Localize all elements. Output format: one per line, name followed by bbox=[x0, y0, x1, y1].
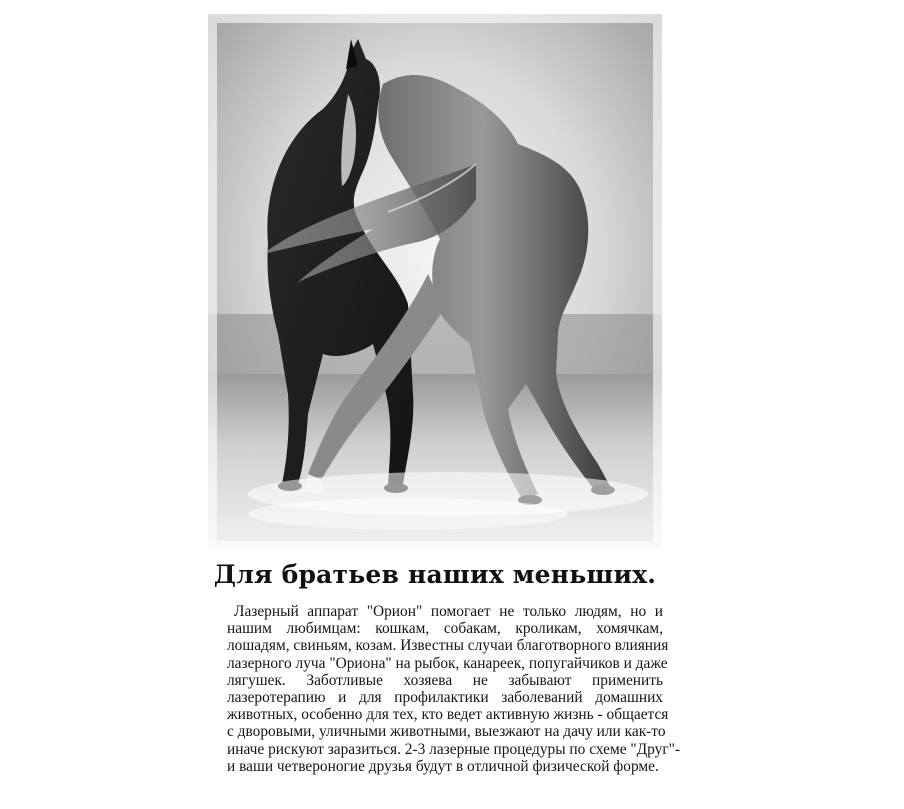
body-line: лазерного луча "Ориона" на рыбок, канареек, попугайчиков и даже bbox=[227, 654, 668, 672]
body-line: лошадям, свиньям, козам. Известны случаи благотворного влияния bbox=[227, 637, 669, 655]
body-line: животных, особенно для тех, кто ведет активную жизнь - общается bbox=[227, 706, 669, 724]
body-line: нашим любимцам: кошкам, собакам, кроликам, хомячкам, bbox=[227, 620, 663, 638]
body-line: с дворовыми, уличными животными, выезжают на дачу или как-то bbox=[227, 723, 666, 741]
body-line: иначе рискуют заразиться. 2-3 лазерные процедуры по схеме "Друг"- bbox=[227, 740, 681, 758]
horse-photo bbox=[208, 14, 662, 550]
body-line: лягушек. Заботливые хозяева не забывают применить bbox=[227, 671, 663, 689]
horse-illustration bbox=[208, 14, 662, 550]
body-line: лазеротерапию и для профилактики заболеваний домашних bbox=[227, 689, 663, 707]
article-body bbox=[227, 603, 681, 775]
body-line: Лазерный аппарат "Орион" помогает не только людям, но и bbox=[234, 603, 663, 620]
body-line: и ваши четвероногие друзья будут в отличной физической форме. bbox=[227, 757, 659, 775]
article-title: Для братьев наших меньших. bbox=[213, 560, 657, 589]
